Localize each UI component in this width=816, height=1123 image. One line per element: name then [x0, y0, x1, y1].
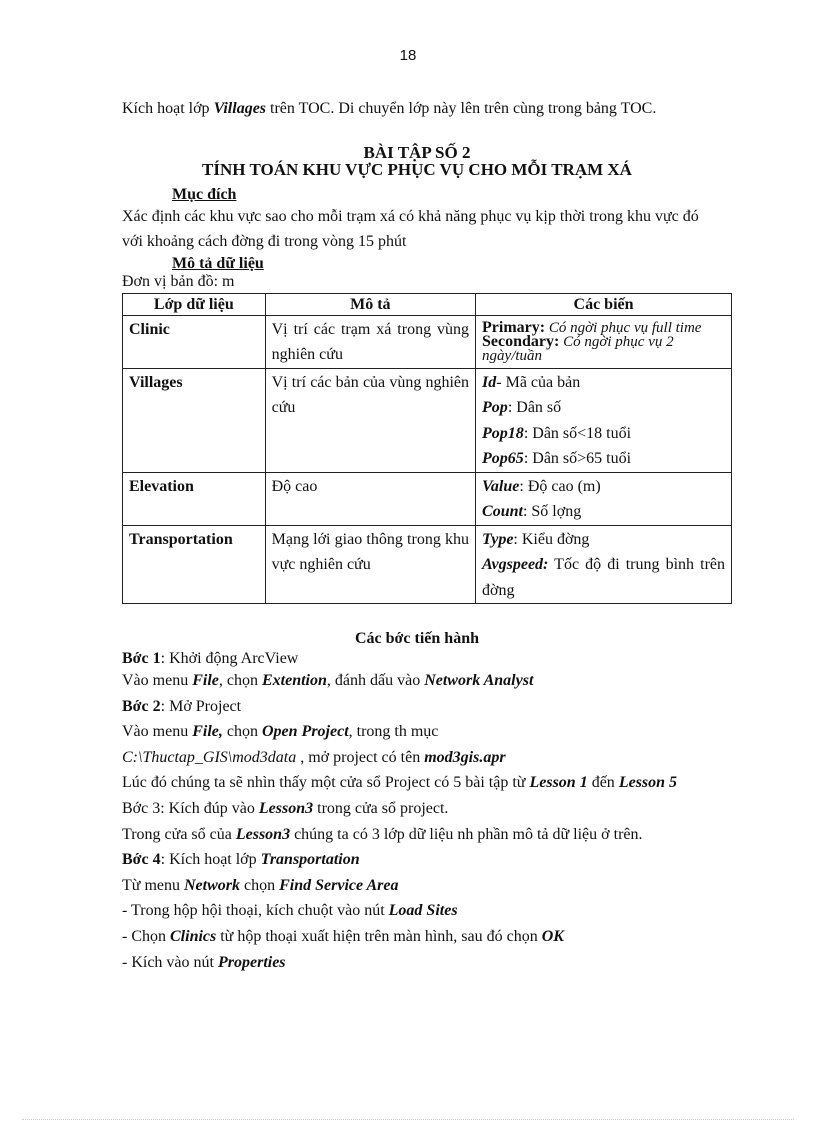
- intro-paragraph: [122, 96, 712, 122]
- layer-vars-cell: [476, 315, 732, 368]
- steps-heading: Các bớc tiến hành: [355, 630, 479, 647]
- intro-layer-name: Villages: [213, 100, 267, 117]
- purpose-text: Xác định các khu vực sao cho mỗi trạm xá có khả năng phục vụ kịp thời trong khu vực đó với khoảng cách đờng đi trong vòng 15 phút: [122, 207, 699, 250]
- variable-item: Secondary: Có ngời phục vụ 2 ngày/tuần: [482, 332, 674, 364]
- variable-item: Type: Kiểu đờng: [482, 530, 590, 548]
- instruction-line: Lúc đó chúng ta sẽ nhìn thấy một cửa sổ Project có 5 bài tập từ Lesson 1 đến Lesson 5: [122, 774, 678, 792]
- variable-item: Pop65: Dân số>65 tuổi: [482, 450, 632, 467]
- variable-item: Value: Độ cao (m): [482, 477, 601, 495]
- instruction-line: - Chọn Clinics từ hộp thoại xuất hiện trên màn hình, sau đó chọn OK: [122, 927, 564, 945]
- layer-desc-cell: Mạng lới giao thông trong khu vực nghiên cứu: [265, 525, 475, 604]
- table-header-cell: Lớp dữ liệu: [123, 293, 266, 315]
- footer-divider: [22, 1119, 794, 1120]
- layer-vars-cell: [476, 368, 732, 472]
- step-2: Bớc 2: Mở Project: [122, 697, 242, 715]
- layer-vars-cell: [476, 525, 732, 604]
- data-table: [122, 293, 732, 605]
- map-unit: Đơn vị bản đồ: m: [122, 272, 235, 290]
- layer-desc-cell: Vị trí các bản của vùng nghiên cứu: [265, 368, 475, 472]
- purpose-heading: Mục đích: [172, 185, 237, 203]
- page-number: 18: [399, 47, 417, 64]
- layer-name-cell: Villages: [123, 368, 266, 472]
- table-header-row: [123, 293, 732, 315]
- layer-desc-cell: Độ cao: [265, 472, 475, 525]
- instruction-line: - Kích vào nút Properties: [122, 953, 286, 971]
- step-4: Bớc 4: Kích hoạt lớp Transportation: [122, 851, 360, 869]
- page-content: [122, 96, 725, 975]
- instruction-line: C:\Thuctap_GIS\mod3data , mở project có tên mod3gis.apr: [122, 748, 506, 766]
- variable-item: Count: Số lợng: [482, 503, 582, 520]
- intro-text: Kích hoạt lớp: [122, 100, 214, 117]
- table-header-cell: Mô tả: [265, 293, 475, 315]
- instruction-line: Từ menu Network chọn Find Service Area: [122, 876, 399, 894]
- instruction-line: Vào menu File, chọn Extention, đánh dấu vào Network Analyst: [122, 672, 534, 689]
- table-header-cell: Các biến: [476, 293, 732, 315]
- layer-name-cell: Clinic: [123, 315, 266, 368]
- variable-item: Avgspeed: Tốc độ đi trung bình trên đờng: [482, 556, 725, 599]
- layer-name-cell: Elevation: [123, 472, 266, 525]
- instruction-line: - Trong hộp hội thoại, kích chuột vào nút Load Sites: [122, 902, 458, 920]
- layer-name-cell: Transportation: [123, 525, 266, 604]
- instruction-line: Trong cửa sổ của Lesson3 chúng ta có 3 lớp dữ liệu nh phần mô tả dữ liệu ở trên.: [122, 825, 643, 843]
- variable-item: Pop18: Dân số<18 tuổi: [482, 424, 632, 442]
- table-row: [123, 315, 732, 368]
- table-row: [123, 472, 732, 525]
- variable-item: Id- Mã của bản: [482, 373, 581, 391]
- variable-item: Pop: Dân số: [482, 399, 562, 416]
- variable-item: Primary: Có ngời phục vụ full time: [482, 318, 702, 336]
- table-row: [123, 525, 732, 604]
- step-1: Bớc 1: Khởi động ArcView: [122, 650, 299, 667]
- intro-text-rest: trên TOC. Di chuyển lớp này lên trên cùng trong bảng TOC.: [266, 100, 657, 117]
- exercise-subtitle: TÍNH TOÁN KHU VỰC PHỤC VỤ CHO MỖI TRẠM XÁ: [202, 159, 632, 179]
- data-description-heading: Mô tả dữ liệu: [172, 254, 264, 272]
- table-row: [123, 368, 732, 472]
- layer-desc-cell: Vị trí các trạm xá trong vùng nghiên cứu: [265, 315, 475, 368]
- step-3: Bớc 3: Kích đúp vào Lesson3 trong cửa sổ project.: [122, 799, 449, 817]
- exercise-title: BÀI TẬP SỐ 2: [363, 142, 471, 162]
- instruction-line: Vào menu File, chọn Open Project, trong th mục: [122, 723, 439, 741]
- layer-vars-cell: [476, 472, 732, 525]
